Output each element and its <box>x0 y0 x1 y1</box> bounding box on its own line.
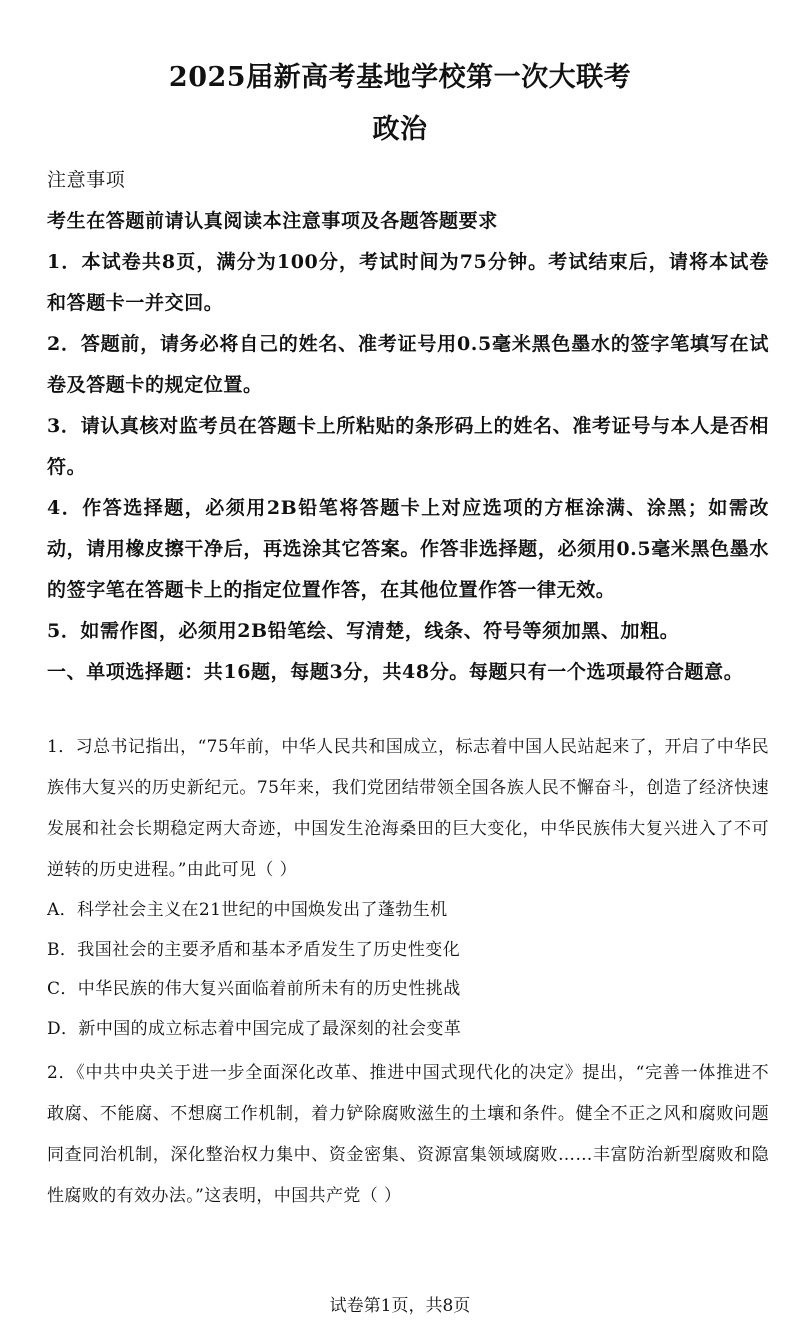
notice-item-2: 2．答题前，请务必将自己的姓名、准考证号用0.5毫米黑色墨水的签字笔填写在试卷及答题卡的规定位置。 <box>47 333 769 396</box>
question-1-stem: 1．习总书记指出，“75年前，中华人民共和国成立，标志着中国人民站起来了，开启了中华民族伟大复兴的历史新纪元。75年来，我们党团结带领全国各族人民不懈奋斗，创造了经济快速发展和社会长期稳定两大奇迹，中国发生沧海桑田的巨大变化，中华民族伟大复兴进入了不可逆转的历史进程。”由此可见（ ） <box>47 737 769 880</box>
notice-item-5: 5．如需作图，必须用2B铅笔绘、写清楚，线条、符号等须加黑、加粗。 <box>47 620 680 642</box>
exam-title: 2025届新高考基地学校第一次大联考 <box>168 62 632 93</box>
question-1-option-b: B．我国社会的主要矛盾和基本矛盾发生了历史性变化 <box>47 939 461 960</box>
notice-heading: 注意事项 <box>47 169 126 191</box>
question-1-option-a: A．科学社会主义在21世纪的中国焕发出了蓬勃生机 <box>47 900 448 920</box>
notice-intro: 考生在答题前请认真阅读本注意事项及各题答题要求 <box>47 210 498 232</box>
notice-item-4: 4．作答选择题，必须用2B铅笔将答题卡上对应选项的方框涂满、涂黑；如需改动，请用橡皮擦干净后，再选涂其它答案。作答非选择题，必须用0.5毫米黑色墨水的签字笔在答题卡上的指定位置作答，在其他位置作答一律无效。 <box>47 497 769 601</box>
questions-section <box>47 727 769 1217</box>
page-footer: 试卷第1页，共8页 <box>329 1296 471 1316</box>
notice-item-1: 1．本试卷共8页，满分为100分，考试时间为75分钟。考试结束后，请将本试卷和答题卡一并交回。 <box>47 251 769 314</box>
subject-title: 政治 <box>372 114 428 145</box>
question-1-option-d: D．新中国的成立标志着中国完成了最深刻的社会变革 <box>47 1018 462 1039</box>
section-heading: 一、单项选择题：共16题，每题3分，共48分。每题只有一个选项最符合题意。 <box>47 661 744 683</box>
question-2-stem: 2．《中共中央关于进一步全面深化改革、推进中国式现代化的决定》提出，“完善一体推进不敢腐、不能腐、不想腐工作机制，着力铲除腐败滋生的土壤和条件。健全不正之风和腐败问题同查同治机制，深化整治权力集中、资金密集、资源富集领域腐败……丰富防治新型腐败和隐性腐败的有效办法。”这表明，中国共产党（ ） <box>47 1063 769 1206</box>
notice-item-3: 3．请认真核对监考员在答题卡上所粘贴的条形码上的姓名、准考证号与本人是否相符。 <box>47 415 769 478</box>
question-1-option-c: C．中华民族的伟大复兴面临着前所未有的历史性挑战 <box>47 979 461 999</box>
notice-section <box>47 160 769 693</box>
